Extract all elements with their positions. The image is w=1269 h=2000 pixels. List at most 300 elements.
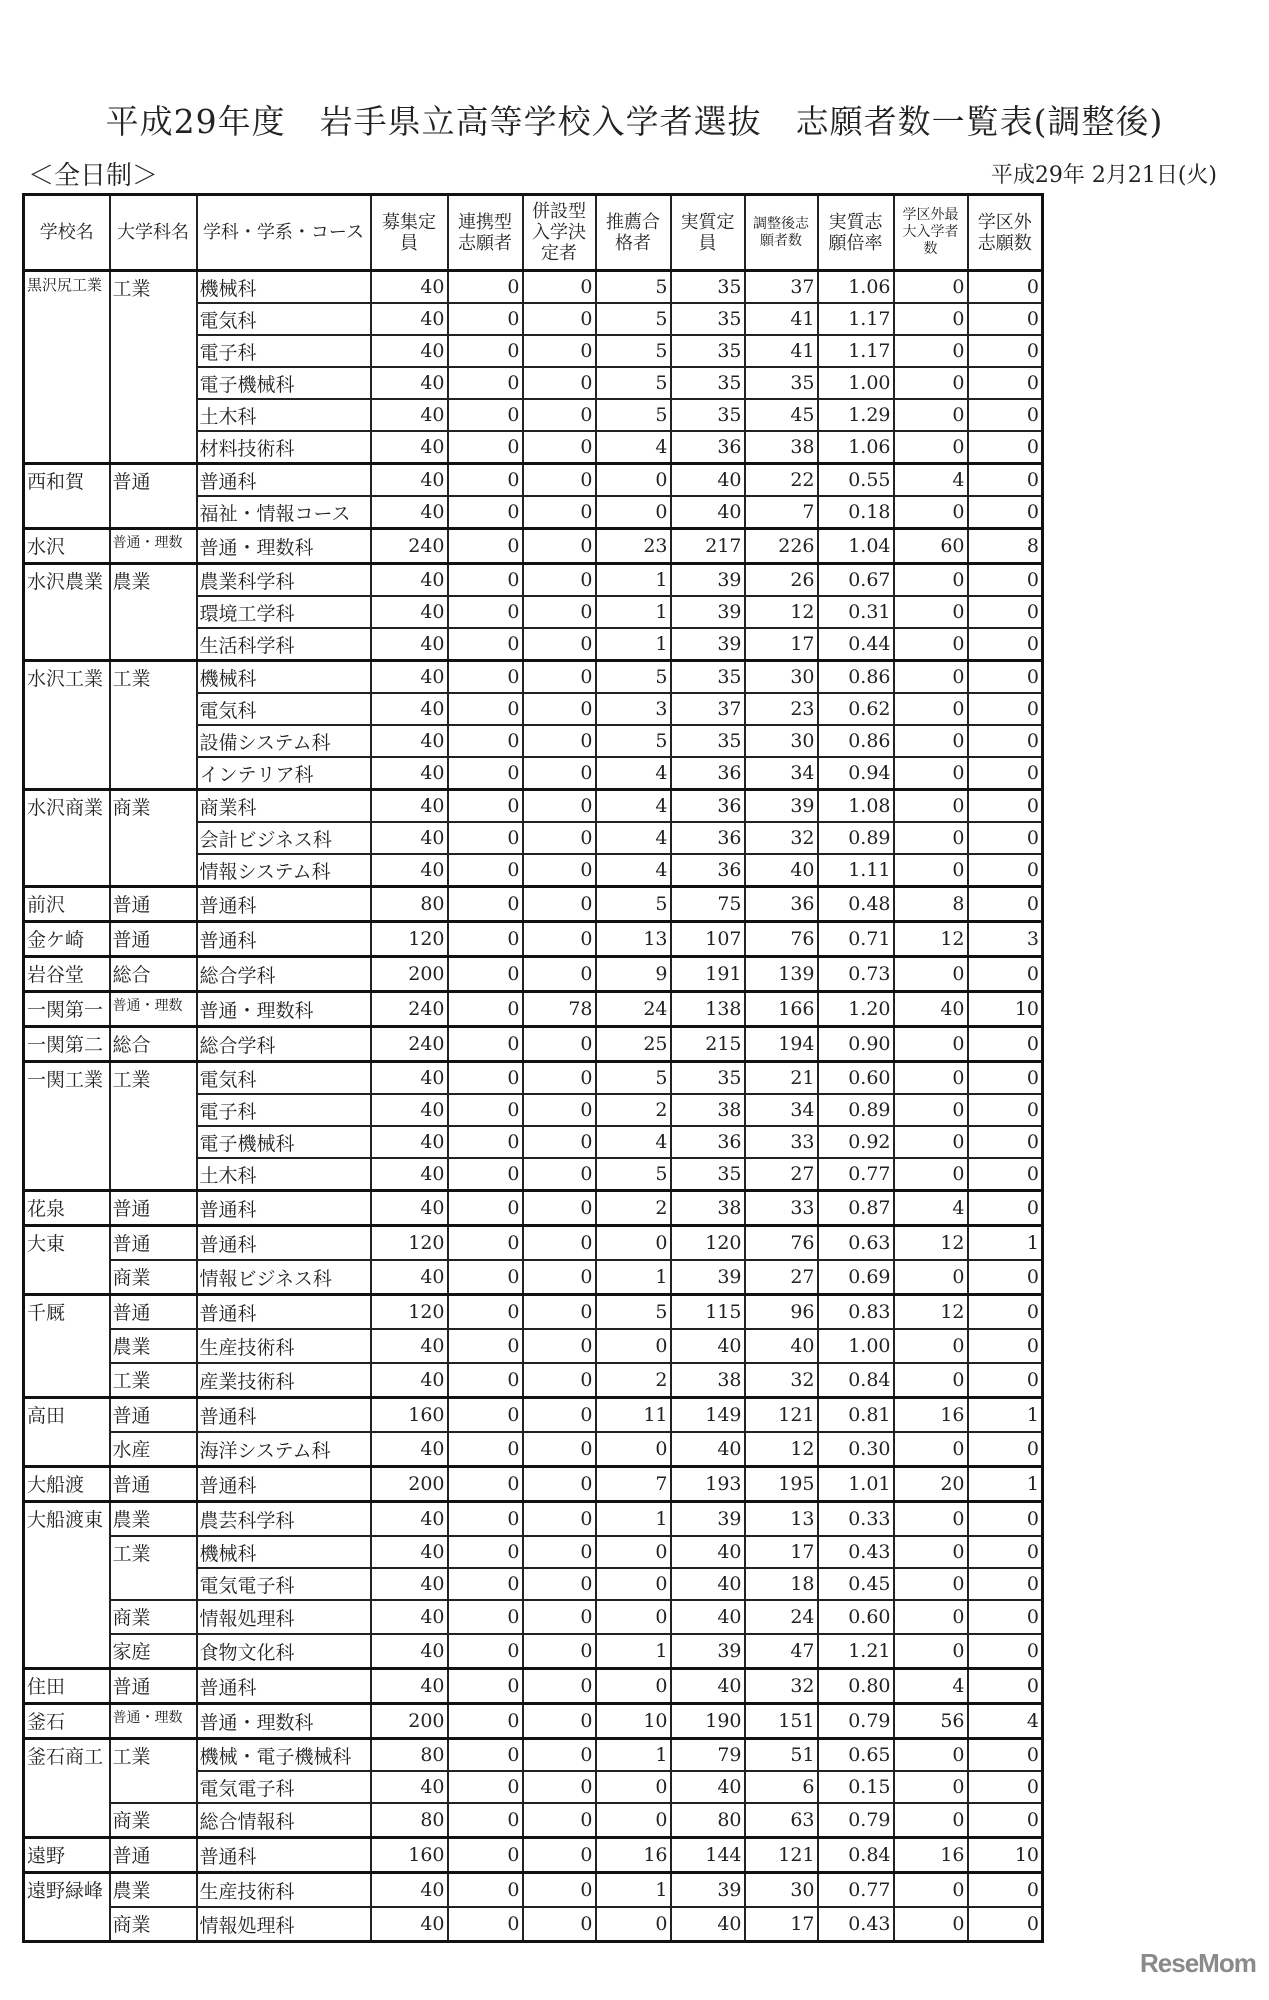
school-name: 一関第二 bbox=[24, 1027, 110, 1062]
capacity-value: 80 bbox=[371, 887, 448, 922]
actual-capacity-value: 39 bbox=[671, 1260, 745, 1295]
out-of-district-max-value: 0 bbox=[894, 564, 968, 597]
linked-applicants-value: 0 bbox=[448, 1467, 523, 1502]
linked-applicants-value: 0 bbox=[448, 431, 523, 464]
actual-ratio-value: 0.73 bbox=[818, 957, 894, 992]
recommended-passed-value: 4 bbox=[596, 854, 671, 887]
actual-ratio-value: 0.43 bbox=[818, 1907, 894, 1942]
course-name: 電子機械科 bbox=[197, 1126, 371, 1158]
actual-ratio-value: 0.86 bbox=[818, 661, 894, 694]
course-name: 電気科 bbox=[197, 693, 371, 725]
affiliated-admitted-value: 0 bbox=[523, 922, 596, 957]
out-of-district-applicants-value: 0 bbox=[968, 464, 1043, 497]
course-name: 普通科 bbox=[197, 1838, 371, 1873]
out-of-district-applicants-value: 0 bbox=[968, 790, 1043, 823]
out-of-district-applicants-value: 0 bbox=[968, 854, 1043, 887]
actual-capacity-value: 36 bbox=[671, 854, 745, 887]
out-of-district-applicants-value: 0 bbox=[968, 335, 1043, 367]
recommended-passed-value: 1 bbox=[596, 564, 671, 597]
category-name: 普通 bbox=[110, 1226, 197, 1261]
course-name: 情報処理科 bbox=[197, 1600, 371, 1634]
actual-capacity-value: 40 bbox=[671, 464, 745, 497]
out-of-district-max-value: 0 bbox=[894, 693, 968, 725]
recommended-passed-value: 4 bbox=[596, 757, 671, 790]
adjusted-applicants-value: 17 bbox=[745, 1536, 818, 1568]
out-of-district-max-value: 0 bbox=[894, 1502, 968, 1537]
table-row bbox=[24, 1467, 1043, 1502]
linked-applicants-value: 0 bbox=[448, 992, 523, 1027]
capacity-value: 40 bbox=[371, 1158, 448, 1191]
linked-applicants-value: 0 bbox=[448, 1873, 523, 1908]
recommended-passed-value: 0 bbox=[596, 1432, 671, 1467]
recommended-passed-value: 0 bbox=[596, 1568, 671, 1600]
adjusted-applicants-value: 22 bbox=[745, 464, 818, 497]
out-of-district-max-value: 12 bbox=[894, 1226, 968, 1261]
category-name: 農業 bbox=[110, 564, 197, 661]
out-of-district-max-value: 0 bbox=[894, 1363, 968, 1398]
linked-applicants-value: 0 bbox=[448, 1260, 523, 1295]
actual-ratio-value: 0.79 bbox=[818, 1704, 894, 1739]
recommended-passed-value: 2 bbox=[596, 1094, 671, 1126]
adjusted-applicants-value: 33 bbox=[745, 1191, 818, 1226]
actual-capacity-value: 35 bbox=[671, 271, 745, 304]
school-name: 一関工業 bbox=[24, 1062, 110, 1191]
linked-applicants-value: 0 bbox=[448, 661, 523, 694]
adjusted-applicants-value: 226 bbox=[745, 529, 818, 564]
capacity-value: 40 bbox=[371, 496, 448, 529]
recommended-passed-value: 0 bbox=[596, 1536, 671, 1568]
out-of-district-applicants-value: 0 bbox=[968, 1502, 1043, 1537]
table-row bbox=[24, 957, 1043, 992]
recommended-passed-value: 0 bbox=[596, 1226, 671, 1261]
course-name: 土木科 bbox=[197, 1158, 371, 1191]
capacity-value: 40 bbox=[371, 693, 448, 725]
course-name: 電子機械科 bbox=[197, 367, 371, 399]
school-name: 遠野 bbox=[24, 1838, 110, 1873]
actual-ratio-value: 0.77 bbox=[818, 1873, 894, 1908]
table-row bbox=[24, 1803, 1043, 1838]
capacity-value: 40 bbox=[371, 596, 448, 628]
actual-ratio-value: 0.33 bbox=[818, 1502, 894, 1537]
table-row bbox=[24, 564, 1043, 597]
adjusted-applicants-value: 32 bbox=[745, 822, 818, 854]
recommended-passed-value: 0 bbox=[596, 1803, 671, 1838]
header-linked-applicants: 連携型志願者 bbox=[448, 195, 523, 271]
category-name: 家庭 bbox=[110, 1634, 197, 1669]
adjusted-applicants-value: 26 bbox=[745, 564, 818, 597]
linked-applicants-value: 0 bbox=[448, 693, 523, 725]
table-header-row bbox=[24, 195, 1043, 271]
actual-ratio-value: 0.55 bbox=[818, 464, 894, 497]
out-of-district-applicants-value: 10 bbox=[968, 1838, 1043, 1873]
category-name: 普通 bbox=[110, 1669, 197, 1704]
out-of-district-max-value: 0 bbox=[894, 661, 968, 694]
affiliated-admitted-value: 0 bbox=[523, 529, 596, 564]
recommended-passed-value: 1 bbox=[596, 628, 671, 661]
out-of-district-max-value: 0 bbox=[894, 1329, 968, 1363]
capacity-value: 40 bbox=[371, 628, 448, 661]
adjusted-applicants-value: 30 bbox=[745, 1873, 818, 1908]
recommended-passed-value: 0 bbox=[596, 1329, 671, 1363]
actual-capacity-value: 80 bbox=[671, 1803, 745, 1838]
course-name: 情報処理科 bbox=[197, 1907, 371, 1942]
actual-ratio-value: 0.89 bbox=[818, 822, 894, 854]
adjusted-applicants-value: 23 bbox=[745, 693, 818, 725]
out-of-district-max-value: 20 bbox=[894, 1467, 968, 1502]
out-of-district-max-value: 12 bbox=[894, 1295, 968, 1330]
table-row bbox=[24, 1363, 1043, 1398]
adjusted-applicants-value: 21 bbox=[745, 1062, 818, 1095]
linked-applicants-value: 0 bbox=[448, 1771, 523, 1803]
linked-applicants-value: 0 bbox=[448, 1634, 523, 1669]
header-category: 大学科名 bbox=[110, 195, 197, 271]
school-name: 金ケ崎 bbox=[24, 922, 110, 957]
actual-capacity-value: 79 bbox=[671, 1739, 745, 1772]
adjusted-applicants-value: 38 bbox=[745, 431, 818, 464]
actual-ratio-value: 0.86 bbox=[818, 725, 894, 757]
affiliated-admitted-value: 0 bbox=[523, 1062, 596, 1095]
adjusted-applicants-value: 32 bbox=[745, 1669, 818, 1704]
course-name: 機械科 bbox=[197, 1536, 371, 1568]
school-name: 住田 bbox=[24, 1669, 110, 1704]
category-name: 農業 bbox=[110, 1502, 197, 1537]
linked-applicants-value: 0 bbox=[448, 1094, 523, 1126]
recommended-passed-value: 5 bbox=[596, 1062, 671, 1095]
adjusted-applicants-value: 17 bbox=[745, 628, 818, 661]
course-name: 情報ビジネス科 bbox=[197, 1260, 371, 1295]
adjusted-applicants-value: 37 bbox=[745, 271, 818, 304]
actual-capacity-value: 36 bbox=[671, 431, 745, 464]
adjusted-applicants-value: 30 bbox=[745, 725, 818, 757]
table-row bbox=[24, 1536, 1043, 1568]
capacity-value: 240 bbox=[371, 992, 448, 1027]
linked-applicants-value: 0 bbox=[448, 1907, 523, 1942]
out-of-district-applicants-value: 0 bbox=[968, 1634, 1043, 1669]
capacity-value: 40 bbox=[371, 661, 448, 694]
header-course: 学科・学系・コース bbox=[197, 195, 371, 271]
actual-capacity-value: 120 bbox=[671, 1226, 745, 1261]
actual-capacity-value: 40 bbox=[671, 1600, 745, 1634]
out-of-district-applicants-value: 0 bbox=[968, 693, 1043, 725]
capacity-value: 40 bbox=[371, 1502, 448, 1537]
out-of-district-max-value: 0 bbox=[894, 1600, 968, 1634]
adjusted-applicants-value: 139 bbox=[745, 957, 818, 992]
actual-ratio-value: 1.00 bbox=[818, 1329, 894, 1363]
table-row bbox=[24, 1432, 1043, 1467]
linked-applicants-value: 0 bbox=[448, 1739, 523, 1772]
adjusted-applicants-value: 27 bbox=[745, 1260, 818, 1295]
capacity-value: 40 bbox=[371, 1600, 448, 1634]
course-name: 電気電子科 bbox=[197, 1568, 371, 1600]
recommended-passed-value: 5 bbox=[596, 335, 671, 367]
actual-ratio-value: 1.04 bbox=[818, 529, 894, 564]
course-name: 普通科 bbox=[197, 1295, 371, 1330]
recommended-passed-value: 4 bbox=[596, 822, 671, 854]
course-name: 土木科 bbox=[197, 399, 371, 431]
school-name: 大東 bbox=[24, 1226, 110, 1295]
capacity-value: 40 bbox=[371, 1873, 448, 1908]
adjusted-applicants-value: 194 bbox=[745, 1027, 818, 1062]
capacity-value: 40 bbox=[371, 303, 448, 335]
affiliated-admitted-value: 0 bbox=[523, 1600, 596, 1634]
actual-ratio-value: 0.30 bbox=[818, 1432, 894, 1467]
actual-capacity-value: 144 bbox=[671, 1838, 745, 1873]
affiliated-admitted-value: 0 bbox=[523, 496, 596, 529]
affiliated-admitted-value: 0 bbox=[523, 1126, 596, 1158]
actual-ratio-value: 1.21 bbox=[818, 1634, 894, 1669]
linked-applicants-value: 0 bbox=[448, 725, 523, 757]
actual-ratio-value: 0.48 bbox=[818, 887, 894, 922]
linked-applicants-value: 0 bbox=[448, 335, 523, 367]
category-name: 商業 bbox=[110, 1907, 197, 1942]
out-of-district-max-value: 0 bbox=[894, 1568, 968, 1600]
resemom-logo: ReseMom bbox=[1140, 1948, 1256, 1978]
course-name: 農業科学科 bbox=[197, 564, 371, 597]
school-name: 釜石商工 bbox=[24, 1739, 110, 1838]
header-affiliated-admitted: 併設型入学決定者 bbox=[523, 195, 596, 271]
capacity-value: 40 bbox=[371, 1669, 448, 1704]
recommended-passed-value: 1 bbox=[596, 596, 671, 628]
linked-applicants-value: 0 bbox=[448, 1704, 523, 1739]
course-name: 情報システム科 bbox=[197, 854, 371, 887]
out-of-district-applicants-value: 0 bbox=[968, 1329, 1043, 1363]
linked-applicants-value: 0 bbox=[448, 1600, 523, 1634]
course-name: 電気科 bbox=[197, 303, 371, 335]
table-row bbox=[24, 271, 1043, 304]
category-name: 総合 bbox=[110, 957, 197, 992]
out-of-district-applicants-value: 0 bbox=[968, 1094, 1043, 1126]
actual-ratio-value: 0.80 bbox=[818, 1669, 894, 1704]
out-of-district-max-value: 56 bbox=[894, 1704, 968, 1739]
recommended-passed-value: 13 bbox=[596, 922, 671, 957]
actual-ratio-value: 0.69 bbox=[818, 1260, 894, 1295]
actual-capacity-value: 38 bbox=[671, 1363, 745, 1398]
header-actual-capacity: 実質定員 bbox=[671, 195, 745, 271]
category-name: 普通 bbox=[110, 887, 197, 922]
adjusted-applicants-value: 39 bbox=[745, 790, 818, 823]
actual-capacity-value: 39 bbox=[671, 1502, 745, 1537]
category-name: 商業 bbox=[110, 790, 197, 887]
actual-capacity-value: 35 bbox=[671, 367, 745, 399]
affiliated-admitted-value: 0 bbox=[523, 628, 596, 661]
capacity-value: 40 bbox=[371, 399, 448, 431]
out-of-district-applicants-value: 0 bbox=[968, 1295, 1043, 1330]
school-name: 千厩 bbox=[24, 1295, 110, 1398]
linked-applicants-value: 0 bbox=[448, 1838, 523, 1873]
table-row bbox=[24, 1226, 1043, 1261]
course-name: 食物文化科 bbox=[197, 1634, 371, 1669]
school-name: 水沢商業 bbox=[24, 790, 110, 887]
adjusted-applicants-value: 6 bbox=[745, 1771, 818, 1803]
category-name: 商業 bbox=[110, 1260, 197, 1295]
actual-capacity-value: 115 bbox=[671, 1295, 745, 1330]
header-actual-ratio: 実質志願倍率 bbox=[818, 195, 894, 271]
course-name: インテリア科 bbox=[197, 757, 371, 790]
linked-applicants-value: 0 bbox=[448, 887, 523, 922]
course-name: 普通・理数科 bbox=[197, 529, 371, 564]
out-of-district-applicants-value: 0 bbox=[968, 1771, 1043, 1803]
affiliated-admitted-value: 0 bbox=[523, 335, 596, 367]
capacity-value: 40 bbox=[371, 564, 448, 597]
adjusted-applicants-value: 34 bbox=[745, 757, 818, 790]
actual-capacity-value: 149 bbox=[671, 1398, 745, 1433]
capacity-value: 40 bbox=[371, 1094, 448, 1126]
out-of-district-applicants-value: 0 bbox=[968, 1803, 1043, 1838]
table-row bbox=[24, 887, 1043, 922]
capacity-value: 40 bbox=[371, 1062, 448, 1095]
linked-applicants-value: 0 bbox=[448, 529, 523, 564]
out-of-district-max-value: 4 bbox=[894, 464, 968, 497]
actual-capacity-value: 40 bbox=[671, 1669, 745, 1704]
actual-ratio-value: 1.11 bbox=[818, 854, 894, 887]
out-of-district-applicants-value: 0 bbox=[968, 1191, 1043, 1226]
recommended-passed-value: 24 bbox=[596, 992, 671, 1027]
linked-applicants-value: 0 bbox=[448, 367, 523, 399]
out-of-district-applicants-value: 1 bbox=[968, 1398, 1043, 1433]
actual-capacity-value: 40 bbox=[671, 1536, 745, 1568]
adjusted-applicants-value: 166 bbox=[745, 992, 818, 1027]
course-name: 普通科 bbox=[197, 1467, 371, 1502]
out-of-district-max-value: 60 bbox=[894, 529, 968, 564]
affiliated-admitted-value: 0 bbox=[523, 1704, 596, 1739]
linked-applicants-value: 0 bbox=[448, 957, 523, 992]
linked-applicants-value: 0 bbox=[448, 854, 523, 887]
recommended-passed-value: 25 bbox=[596, 1027, 671, 1062]
linked-applicants-value: 0 bbox=[448, 1027, 523, 1062]
capacity-value: 40 bbox=[371, 335, 448, 367]
actual-ratio-value: 0.83 bbox=[818, 1295, 894, 1330]
table-row bbox=[24, 1329, 1043, 1363]
category-name: 普通・理数 bbox=[110, 992, 197, 1027]
actual-capacity-value: 36 bbox=[671, 1126, 745, 1158]
affiliated-admitted-value: 0 bbox=[523, 431, 596, 464]
actual-ratio-value: 0.65 bbox=[818, 1739, 894, 1772]
category-name: 工業 bbox=[110, 1363, 197, 1398]
school-name: 水沢工業 bbox=[24, 661, 110, 790]
out-of-district-applicants-value: 0 bbox=[968, 399, 1043, 431]
category-name: 普通 bbox=[110, 922, 197, 957]
adjusted-applicants-value: 35 bbox=[745, 367, 818, 399]
adjusted-applicants-value: 40 bbox=[745, 854, 818, 887]
out-of-district-applicants-value: 0 bbox=[968, 1873, 1043, 1908]
course-name: 総合学科 bbox=[197, 1027, 371, 1062]
actual-capacity-value: 190 bbox=[671, 1704, 745, 1739]
recommended-passed-value: 5 bbox=[596, 1295, 671, 1330]
out-of-district-max-value: 0 bbox=[894, 1432, 968, 1467]
capacity-value: 160 bbox=[371, 1838, 448, 1873]
capacity-value: 40 bbox=[371, 822, 448, 854]
capacity-value: 40 bbox=[371, 1260, 448, 1295]
course-name: 普通科 bbox=[197, 1226, 371, 1261]
recommended-passed-value: 4 bbox=[596, 790, 671, 823]
linked-applicants-value: 0 bbox=[448, 822, 523, 854]
out-of-district-max-value: 0 bbox=[894, 1062, 968, 1095]
out-of-district-max-value: 0 bbox=[894, 1803, 968, 1838]
school-name: 大船渡東 bbox=[24, 1502, 110, 1669]
header-capacity: 募集定員 bbox=[371, 195, 448, 271]
out-of-district-applicants-value: 4 bbox=[968, 1704, 1043, 1739]
actual-capacity-value: 39 bbox=[671, 596, 745, 628]
table-row bbox=[24, 1838, 1043, 1873]
linked-applicants-value: 0 bbox=[448, 1803, 523, 1838]
adjusted-applicants-value: 47 bbox=[745, 1634, 818, 1669]
category-name: 工業 bbox=[110, 661, 197, 790]
actual-capacity-value: 75 bbox=[671, 887, 745, 922]
adjusted-applicants-value: 18 bbox=[745, 1568, 818, 1600]
adjusted-applicants-value: 51 bbox=[745, 1739, 818, 1772]
affiliated-admitted-value: 0 bbox=[523, 854, 596, 887]
actual-capacity-value: 36 bbox=[671, 822, 745, 854]
capacity-value: 200 bbox=[371, 1467, 448, 1502]
table-row bbox=[24, 1260, 1043, 1295]
actual-capacity-value: 35 bbox=[671, 1158, 745, 1191]
capacity-value: 40 bbox=[371, 1568, 448, 1600]
out-of-district-max-value: 0 bbox=[894, 1739, 968, 1772]
adjusted-applicants-value: 121 bbox=[745, 1838, 818, 1873]
out-of-district-applicants-value: 0 bbox=[968, 628, 1043, 661]
recommended-passed-value: 5 bbox=[596, 725, 671, 757]
linked-applicants-value: 0 bbox=[448, 1568, 523, 1600]
recommended-passed-value: 4 bbox=[596, 431, 671, 464]
linked-applicants-value: 0 bbox=[448, 1669, 523, 1704]
actual-ratio-value: 1.20 bbox=[818, 992, 894, 1027]
capacity-value: 120 bbox=[371, 1295, 448, 1330]
course-name: 機械・電子機械科 bbox=[197, 1739, 371, 1772]
out-of-district-max-value: 40 bbox=[894, 992, 968, 1027]
category-name: 普通・理数 bbox=[110, 1704, 197, 1739]
capacity-value: 40 bbox=[371, 271, 448, 304]
category-name: 農業 bbox=[110, 1329, 197, 1363]
course-name: 産業技術科 bbox=[197, 1363, 371, 1398]
actual-capacity-value: 40 bbox=[671, 1568, 745, 1600]
capacity-value: 40 bbox=[371, 854, 448, 887]
table-row bbox=[24, 1295, 1043, 1330]
school-name: 水沢農業 bbox=[24, 564, 110, 661]
category-name: 普通 bbox=[110, 1295, 197, 1330]
affiliated-admitted-value: 0 bbox=[523, 1467, 596, 1502]
category-name: 農業 bbox=[110, 1873, 197, 1908]
actual-ratio-value: 1.08 bbox=[818, 790, 894, 823]
capacity-value: 240 bbox=[371, 1027, 448, 1062]
capacity-value: 200 bbox=[371, 1704, 448, 1739]
out-of-district-applicants-value: 0 bbox=[968, 1126, 1043, 1158]
affiliated-admitted-value: 0 bbox=[523, 1873, 596, 1908]
course-name: 電気電子科 bbox=[197, 1771, 371, 1803]
adjusted-applicants-value: 32 bbox=[745, 1363, 818, 1398]
out-of-district-max-value: 0 bbox=[894, 496, 968, 529]
recommended-passed-value: 5 bbox=[596, 399, 671, 431]
out-of-district-applicants-value: 10 bbox=[968, 992, 1043, 1027]
actual-ratio-value: 0.84 bbox=[818, 1363, 894, 1398]
affiliated-admitted-value: 0 bbox=[523, 757, 596, 790]
out-of-district-max-value: 4 bbox=[894, 1669, 968, 1704]
actual-ratio-value: 0.87 bbox=[818, 1191, 894, 1226]
school-name: 西和賀 bbox=[24, 464, 110, 529]
capacity-value: 40 bbox=[371, 790, 448, 823]
out-of-district-applicants-value: 0 bbox=[968, 1600, 1043, 1634]
school-name: 釜石 bbox=[24, 1704, 110, 1739]
capacity-value: 120 bbox=[371, 922, 448, 957]
recommended-passed-value: 11 bbox=[596, 1398, 671, 1433]
actual-capacity-value: 40 bbox=[671, 1907, 745, 1942]
out-of-district-applicants-value: 0 bbox=[968, 1062, 1043, 1095]
course-name: 総合情報科 bbox=[197, 1803, 371, 1838]
out-of-district-applicants-value: 0 bbox=[968, 757, 1043, 790]
actual-capacity-value: 40 bbox=[671, 1432, 745, 1467]
school-name: 花泉 bbox=[24, 1191, 110, 1226]
linked-applicants-value: 0 bbox=[448, 1191, 523, 1226]
recommended-passed-value: 1 bbox=[596, 1873, 671, 1908]
